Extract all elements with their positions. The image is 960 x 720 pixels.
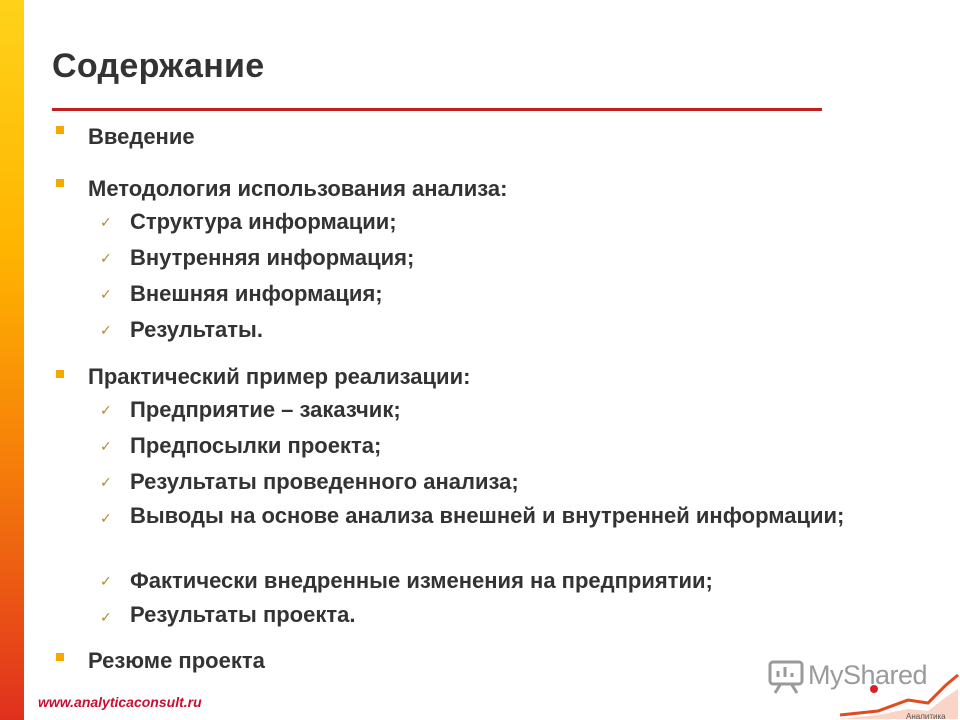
sub-item: Внутренняя информация;: [130, 245, 415, 270]
checkmark-icon: ✓: [100, 510, 112, 526]
checkmark-icon: ✓: [100, 286, 112, 302]
checkmark-icon: ✓: [100, 474, 112, 490]
sub-item: Результаты проекта.: [130, 602, 356, 627]
square-bullet-icon: [56, 126, 64, 134]
sub-item: Предпосылки проекта;: [130, 433, 382, 458]
checkmark-icon: ✓: [100, 609, 112, 625]
sub-item: Структура информации;: [130, 209, 397, 234]
page-title: Содержание: [52, 47, 265, 85]
logo-caption: Аналитика: [906, 712, 946, 720]
footer-website-link[interactable]: www.analyticaconsult.ru: [38, 694, 202, 710]
decorative-side-gradient-bar: [0, 0, 24, 720]
checkmark-icon: ✓: [100, 438, 112, 454]
sub-item: Результаты проведенного анализа;: [130, 469, 519, 494]
sub-item: Предприятие – заказчик;: [130, 397, 401, 422]
sub-item: Результаты.: [130, 317, 263, 342]
sub-item: Фактически внедренные изменения на предприятии;: [130, 568, 713, 593]
title-underline-rule: [52, 108, 822, 111]
checkmark-icon: ✓: [100, 402, 112, 418]
checkmark-icon: ✓: [100, 214, 112, 230]
list-item-summary: Резюме проекта: [88, 648, 265, 673]
square-bullet-icon: [56, 370, 64, 378]
list-item-intro: Введение: [88, 124, 195, 149]
list-item-practical-example: Практический пример реализации:: [88, 364, 471, 389]
checkmark-icon: ✓: [100, 322, 112, 338]
watermark-text: MyShared: [808, 660, 928, 690]
list-item-methodology: Методология использования анализа:: [88, 176, 508, 201]
presentation-board-icon: [770, 662, 802, 693]
sub-item: Выводы на основе анализа внешней и внутренней информации;: [130, 503, 845, 528]
square-bullet-icon: [56, 179, 64, 187]
square-bullet-icon: [56, 653, 64, 661]
checkmark-icon: ✓: [100, 573, 112, 589]
sub-item: Внешняя информация;: [130, 281, 383, 306]
checkmark-icon: ✓: [100, 250, 112, 266]
